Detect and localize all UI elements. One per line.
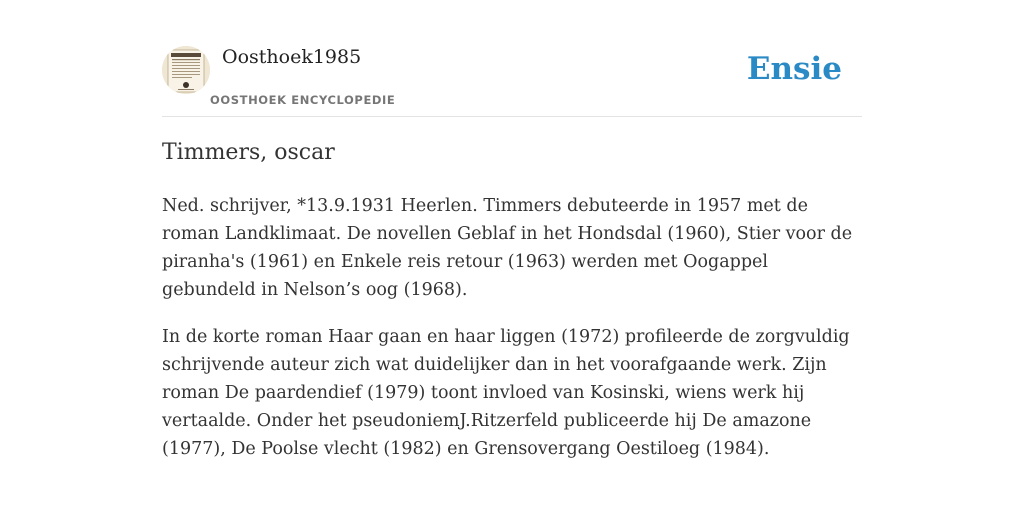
encyclopedia-page-icon (162, 46, 210, 94)
entry-title: Timmers, oscar (162, 140, 335, 165)
ensie-logo[interactable]: Ensie (746, 51, 842, 87)
entry-body (162, 192, 862, 482)
source-label[interactable]: OOSTHOEK ENCYCLOPEDIE (210, 93, 396, 107)
entry-header (162, 44, 862, 117)
entry-paragraph: Ned. schrijver, *13.9.1931 Heerlen. Timmers debuteerde in 1957 met de roman Landklimaat. De novellen Geblaf in het Hondsdal (1960), Stier voor de piranha's (1961) en Enkele reis retour (1963) werden met Oogappel gebundeld in Nelson’s oog (1968). (162, 196, 853, 300)
username-link[interactable]: Oosthoek1985 (222, 46, 362, 68)
avatar[interactable] (162, 46, 210, 94)
entry-paragraph: In de korte roman Haar gaan en haar liggen (1972) profileerde de zorgvuldig schrijvende auteur zich wat duidelijker dan in het voorafgaande werk. Zijn roman De paardendief (1979) toont invloed van Kosinski, wiens werk hij vertaalde. Onder het pseudoniemJ.Ritzerfeld publiceerde hij De amazone (1977), De Poolse vlecht (1982) en Grensovergang Oestiloeg (1984). (162, 327, 850, 459)
